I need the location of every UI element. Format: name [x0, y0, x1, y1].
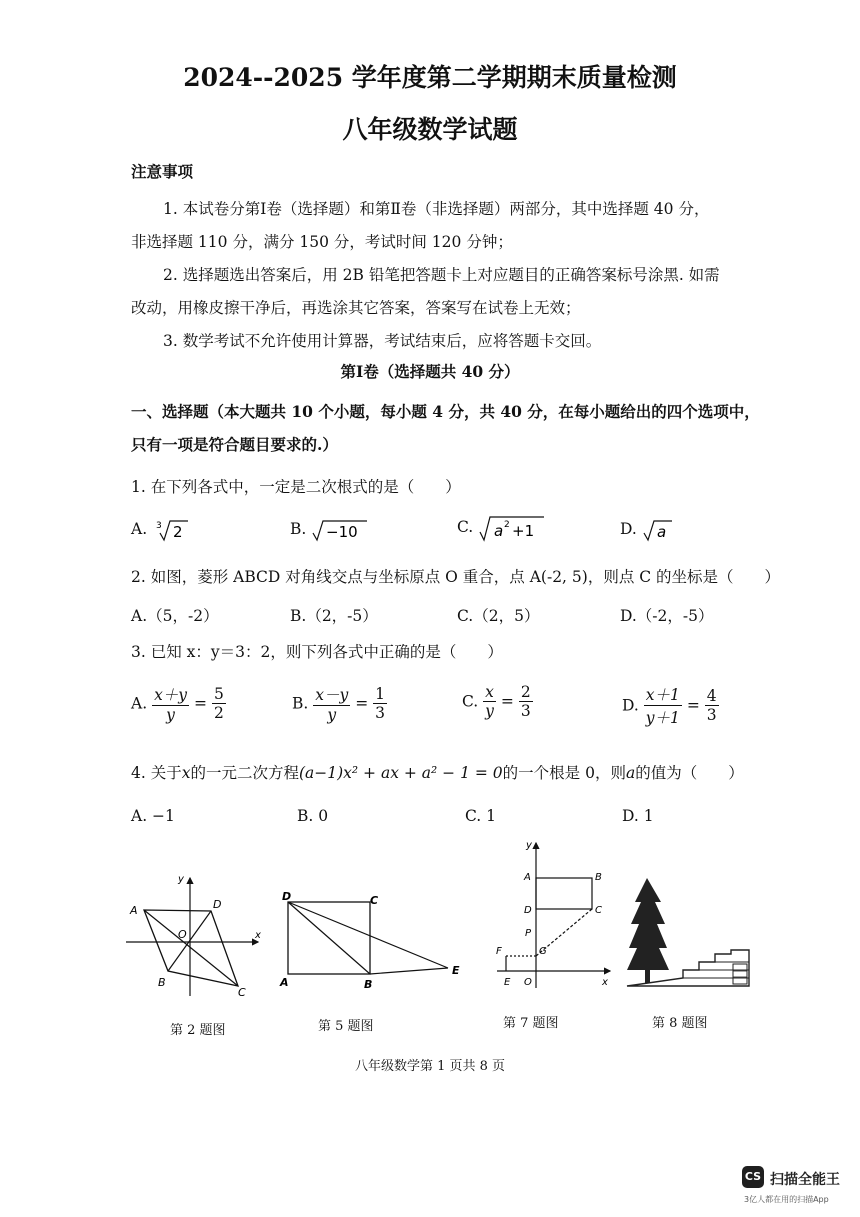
q3-option-c: C. $\frac{x}{y}$ = $\frac{2}{3}$	[462, 683, 531, 720]
svg-text:B: B	[158, 976, 166, 989]
svg-text:x: x	[255, 930, 261, 941]
svg-text:D: D	[213, 898, 222, 911]
svg-text:D: D	[524, 905, 532, 916]
q1-b-radical	[311, 518, 371, 542]
svg-text:D: D	[282, 890, 292, 903]
svg-text:C: C	[238, 986, 246, 999]
svg-text:O: O	[178, 928, 187, 941]
notes-line1b: 非选择题 110 分，满分 150 分，考试时间 120 分钟；	[131, 233, 513, 251]
q2-option-d: D.（-2，-5）	[620, 607, 714, 625]
volume-title: 第Ⅰ卷（选择题共 40 分）	[340, 362, 520, 381]
figure-8-tree-steps	[625, 874, 765, 999]
q4-stem: 4. 关于x的一元二次方程(a−1)x² + ax + a² − 1 = 0的一个根是 0，则a的值为（ ）	[131, 764, 744, 782]
scanner-logo-icon: CS	[742, 1166, 764, 1188]
part-instructions-b: 只有一项是符合题目要求的.）	[131, 435, 338, 454]
q4-option-b: B. 0	[297, 807, 329, 825]
svg-text:C: C	[370, 894, 379, 907]
q2-option-c: C.（2，5）	[457, 607, 540, 625]
q1-c-radical	[478, 514, 548, 542]
svg-text:O: O	[524, 977, 532, 988]
svg-text:C: C	[595, 905, 602, 916]
svg-text:P: P	[525, 928, 532, 939]
svg-text:E: E	[504, 977, 511, 988]
q3-option-d: D. $\frac{x+1}{y+1}$ = $\frac{4}{3}$	[622, 683, 719, 728]
svg-text:F: F	[496, 946, 502, 957]
q1-option-d: D. a	[620, 518, 674, 542]
figure-2-caption: 第 2 题图	[170, 1023, 226, 1038]
svg-text:G: G	[539, 946, 547, 957]
q2-option-b: B.（2，-5）	[290, 607, 378, 625]
exam-title: 2024--2025 学年度第二学期期末质量检测	[183, 63, 677, 92]
notes-heading: 注意事项	[131, 162, 194, 181]
svg-text:B: B	[595, 872, 602, 883]
q1-option-a: A. 3 2	[131, 518, 192, 542]
svg-text:x: x	[602, 977, 608, 988]
q4-option-c: C. 1	[465, 807, 497, 825]
figure-5-caption: 第 5 题图	[318, 1019, 374, 1034]
notes-line3: 3. 数学考试不允许使用计算器，考试结束后，应将答题卡交回。	[163, 332, 602, 350]
svg-text:A: A	[524, 872, 531, 883]
figure-7-coordinates	[492, 838, 622, 998]
svg-text:−10: −10	[326, 523, 358, 541]
svg-text:+1: +1	[512, 522, 535, 540]
svg-text:A: A	[280, 976, 289, 989]
part-instructions-a: 一、选择题（本大题共 10 个小题，每小题 4 分，共 40 分，在每小题给出的四个选项中，	[131, 402, 760, 421]
figure-5-rectangle	[278, 888, 468, 993]
q1-option-c: C. a 2 +1	[457, 514, 548, 542]
figure-2-rhombus	[118, 868, 268, 1003]
q2-option-a: A.（5，-2）	[131, 607, 219, 625]
svg-text:2: 2	[504, 520, 510, 530]
scanner-tagline: 3亿人都在用的扫描App	[744, 1195, 829, 1204]
q1-a-radical	[152, 518, 192, 542]
notes-line2a: 2. 选择题选出答案后，用 2B 铅笔把答题卡上对应题目的正确答案标号涂黑. 如需	[163, 266, 720, 284]
exam-subtitle: 八年级数学试题	[342, 115, 518, 144]
svg-text:a: a	[656, 523, 666, 541]
svg-text:B: B	[364, 978, 373, 991]
svg-text:A: A	[130, 904, 138, 917]
svg-text:y: y	[526, 840, 532, 851]
q3-option-a: A. $\frac{x+y}{y}$ = $\frac{5}{2}$	[131, 685, 224, 724]
q1-option-b: B. −10	[290, 518, 371, 542]
figure-8-caption: 第 8 题图	[652, 1016, 708, 1031]
svg-text:3: 3	[156, 521, 162, 531]
page-footer: 八年级数学第 1 页共 8 页	[354, 1059, 506, 1074]
q1-d-radical	[642, 518, 674, 542]
notes-line2b: 改动，用橡皮擦干净后，再选涂其它答案，答案写在试卷上无效；	[131, 299, 581, 317]
q2-stem: 2. 如图，菱形 ABCD 对角线交点与坐标原点 O 重合，点 A(-2, 5)，则点 C 的坐标是（ ）	[131, 568, 781, 586]
svg-text:a: a	[494, 522, 504, 540]
q3-stem: 3. 已知 x：y＝3：2，则下列各式中正确的是（ ）	[131, 643, 503, 661]
figure-7-caption: 第 7 题图	[503, 1016, 559, 1031]
svg-text:y: y	[178, 874, 184, 885]
q3-option-b: B. $\frac{x-y}{y}$ = $\frac{1}{3}$	[292, 685, 386, 724]
scanner-brand: 扫描全能王	[770, 1172, 840, 1188]
q1-stem: 1. 在下列各式中，一定是二次根式的是（ ）	[131, 478, 461, 496]
svg-text:E: E	[452, 964, 460, 977]
q4-option-d: D. 1	[622, 807, 654, 825]
q4-equation: (a−1)x² + ax + a² − 1 = 0	[298, 764, 503, 782]
q4-option-a: A. −1	[131, 807, 175, 825]
notes-line1a: 1. 本试卷分第Ⅰ卷（选择题）和第Ⅱ卷（非选择题）两部分，其中选择题 40 分，	[163, 200, 710, 218]
svg-text:2: 2	[173, 523, 183, 541]
